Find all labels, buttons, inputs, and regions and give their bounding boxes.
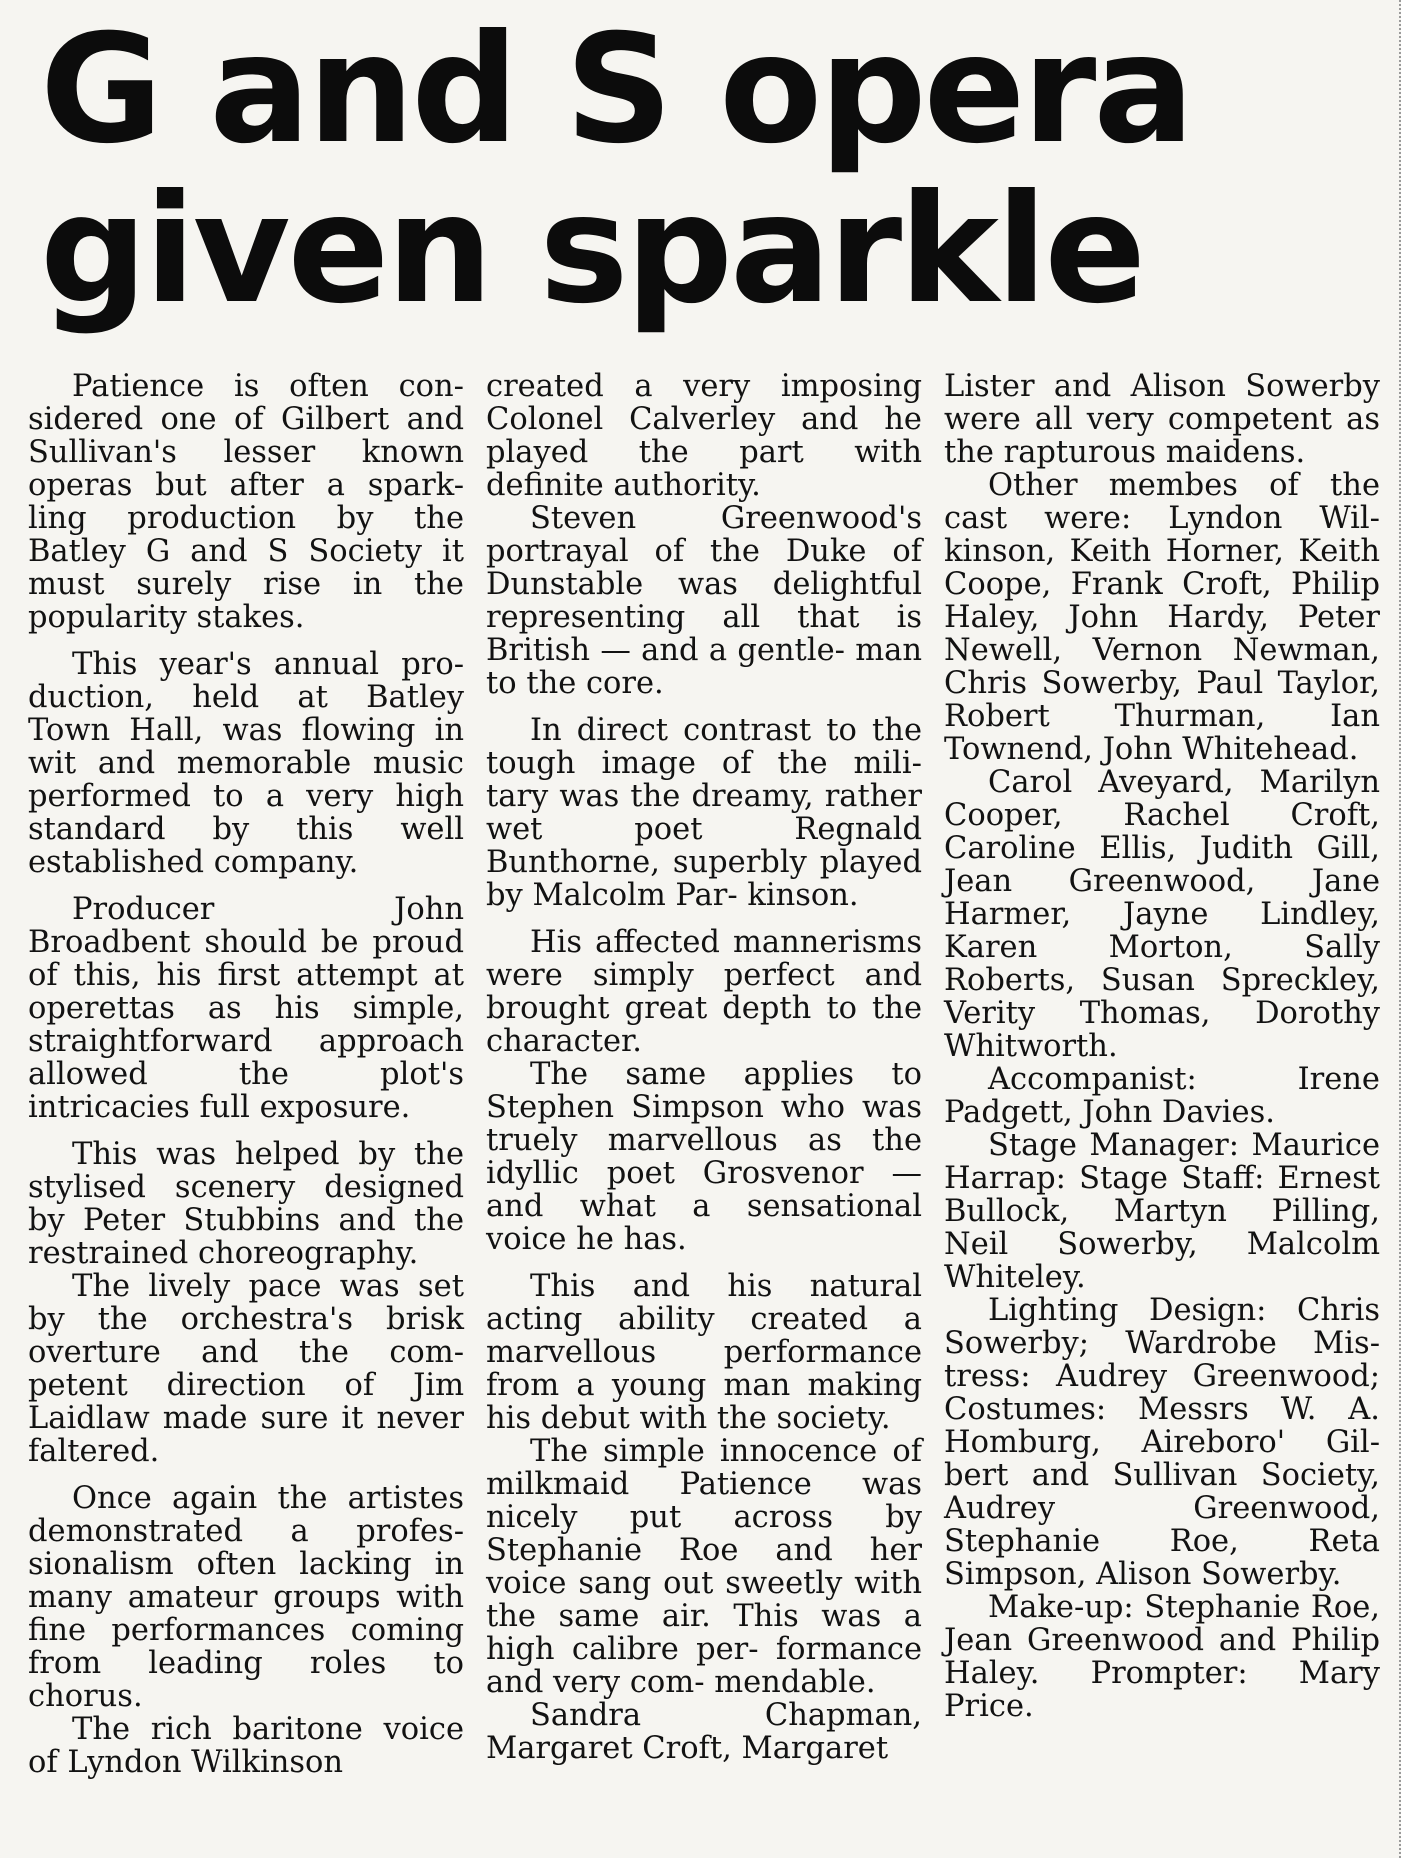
- paragraph: Carol Aveyard, Marilyn Cooper, Rachel Croft, Caroline Ellis, Judith Gill, Jean Greenwood, Jane Harmer, Jayne Lindley, Karen Morton, Sally Roberts, Susan Spreckley, Verity Thomas, Dorothy Whitworth.: [944, 765, 1380, 1064]
- paragraph: His affected mannerisms were simply perfect and brought great depth to the character.: [486, 925, 922, 1059]
- paragraph: The rich baritone voice of Lyndon Wilkinson: [28, 1712, 464, 1780]
- headline-line-2: given sparkle: [40, 163, 1144, 337]
- paragraph: Producer John Broadbent should be proud of this, his first attempt at operettas as his simple, straightforward approach allowed the plot's intricacies full exposure.: [28, 892, 464, 1125]
- headline-line-1: G and S opera: [40, 3, 1192, 177]
- paragraph: The same applies to Stephen Simpson who was truely marvellous as the idyllic poet Grosvenor — and what a sensational voice he has.: [486, 1057, 922, 1257]
- column-1: [28, 370, 464, 1779]
- paragraph: Accompanist: Irene Padgett, John Davies.: [944, 1062, 1380, 1130]
- column-2: [486, 370, 922, 1765]
- paragraph: Make-up: Stephanie Roe, Jean Greenwood and Philip Haley. Prompter: Mary Price.: [944, 1590, 1380, 1724]
- paragraph: Once again the artistes demonstrated a profes- sionalism often lacking in many amateur groups with fine performances coming from leading roles to chorus.: [28, 1481, 464, 1714]
- paragraph: The lively pace was set by the orchestra's brisk overture and the com- petent direction of Jim Laidlaw made sure it never faltered.: [28, 1269, 464, 1469]
- paragraph: Lister and Alison Sowerby were all very competent as the rapturous maidens.: [944, 369, 1380, 470]
- paragraph: created a very imposing Colonel Calverley and he played the part with definite authority.: [486, 369, 922, 503]
- paragraph: Other membes of the cast were: Lyndon Wil- kinson, Keith Horner, Keith Coope, Frank Croft, Philip Haley, John Hardy, Peter Newell, Vernon Newman, Chris Sowerby, Paul Taylor, Robert Thurman, Ian Townend, John Whitehead.: [944, 468, 1380, 767]
- column-3: [944, 370, 1380, 1723]
- headline: [40, 3, 1360, 337]
- paragraph: This and his natural acting ability created a marvellous performance from a young man making his debut with the society.: [486, 1269, 922, 1436]
- paragraph: Patience is often con- sidered one of Gilbert and Sullivan's lesser known operas but after a spark- ling production by the Batley G and S Society it must surely rise in the popularity stakes.: [28, 369, 464, 635]
- paragraph: This year's annual pro- duction, held at Batley Town Hall, was flowing in wit and memorable music performed to a very high standard by this well established company.: [28, 647, 464, 880]
- paragraph: This was helped by the stylised scenery designed by Peter Stubbins and the restrained choreography.: [28, 1137, 464, 1271]
- paragraph: Lighting Design: Chris Sowerby; Wardrobe Mis- tress: Audrey Greenwood; Costumes: Messrs W. A. Homburg, Aireboro' Gil- bert and Sullivan Society, Audrey Greenwood, Stephanie Roe, Reta Simpson, Alison Sowerby.: [944, 1293, 1380, 1592]
- paragraph: In direct contrast to the tough image of the mili- tary was the dreamy, rather wet poet Regnald Bunthorne, superbly played by Malcolm Par- kinson.: [486, 713, 922, 913]
- paragraph: Sandra Chapman, Margaret Croft, Margaret: [486, 1698, 922, 1766]
- paragraph: Stage Manager: Maurice Harrap: Stage Staff: Ernest Bullock, Martyn Pilling, Neil Sowerby, Malcolm Whiteley.: [944, 1128, 1380, 1295]
- paragraph: Steven Greenwood's portrayal of the Duke of Dunstable was delightful representing all that is British — and a gentle- man to the core.: [486, 501, 922, 701]
- article-body: [28, 370, 1380, 1840]
- paragraph: The simple innocence of milkmaid Patience was nicely put across by Stephanie Roe and her voice sang out sweetly with the same air. This was a high calibre per- formance and very com- mendable.: [486, 1434, 922, 1700]
